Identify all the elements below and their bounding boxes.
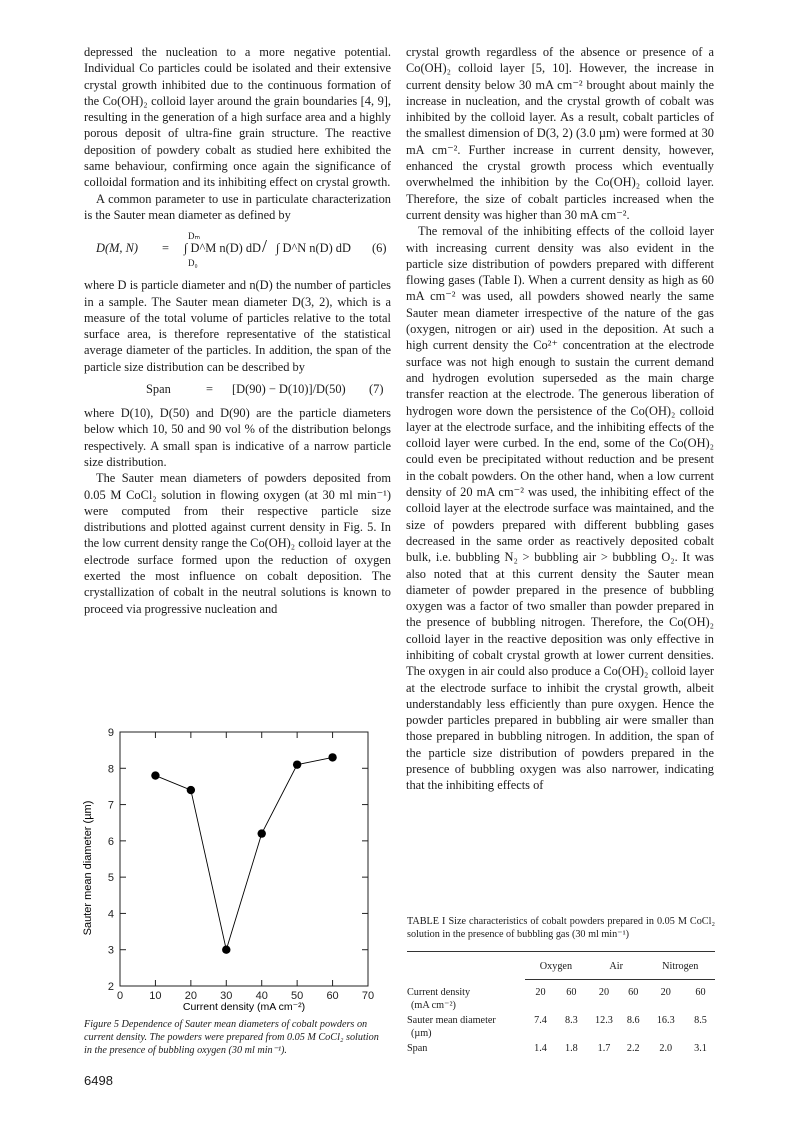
y-tick-label: 7 <box>107 799 114 812</box>
table-header-cell: Nitrogen <box>662 961 699 972</box>
data-point <box>328 753 336 761</box>
y-tick-label: 9 <box>107 727 114 739</box>
table-cell: 1.4 <box>534 1043 547 1054</box>
table-cell: 7.4 <box>534 1015 547 1026</box>
y-tick-label: 5 <box>107 872 114 885</box>
table-caption: TABLE I Size characteristics of cobalt powders prepared in 0.05 M CoCl₂ solution in the presence of bubbling gas (30 ml min⁻¹) <box>407 916 715 940</box>
equation-integral-2: ∫ D^N n(D) dD <box>276 241 351 256</box>
right-column <box>406 44 714 794</box>
table-row <box>407 1042 715 1057</box>
y-axis-label: Sauter mean diameter (µm) <box>82 800 94 936</box>
data-point <box>151 771 159 779</box>
equation-lhs: D(M, N) <box>96 241 138 256</box>
figure-5-chart <box>84 720 384 1020</box>
y-tick-label: 4 <box>107 908 114 921</box>
table-cell: 60 <box>695 987 706 998</box>
x-tick-label: 0 <box>116 990 124 1002</box>
table-header-row <box>407 960 715 980</box>
table-cell: 20 <box>598 987 610 998</box>
table-rule <box>407 952 715 961</box>
equation-upper-limit: Dₘ <box>188 231 201 242</box>
data-point <box>222 946 230 954</box>
x-tick-label: 60 <box>326 990 339 1002</box>
table-row-label: Span <box>407 1043 428 1054</box>
equation-equals: = <box>206 382 213 397</box>
x-tick-label: 70 <box>361 990 375 1002</box>
table-cell: 2.0 <box>659 1043 673 1054</box>
table-cell: 8.6 <box>626 1015 640 1026</box>
x-tick-label: 10 <box>149 990 162 1002</box>
table-header-cell: Oxygen <box>539 961 573 972</box>
equation-divider: / <box>262 236 268 257</box>
figure-caption-label: Figure 5 <box>84 1019 119 1030</box>
equation-integral-1: ∫ D^M n(D) dD <box>184 241 262 256</box>
y-tick-label: 6 <box>107 835 114 848</box>
table-cell: 12.3 <box>595 1015 613 1026</box>
plot-frame <box>120 732 368 986</box>
x-tick-label: 30 <box>220 990 233 1002</box>
table-row <box>407 1014 715 1042</box>
left-column <box>84 44 391 617</box>
paragraph: The Sauter mean diameters of powders deposited from 0.05 M CoCl₂ solution in flowing oxygen (at 30 ml min⁻¹) were computed from their respective particle size distributions and plotted against current density in Fig. 5. In the low current density range the Co(OH)₂ colloid layer at the electrode surface formed upon the reduction of oxygen exerted the most influence on cobalt deposition. The crystallization of cobalt in the neutral solutions is known to proceed via progressive nucleation and <box>84 471 391 616</box>
table-cell: 60 <box>628 987 639 998</box>
table-cell: 8.3 <box>565 1015 578 1026</box>
table-cell: 1.7 <box>597 1043 611 1054</box>
chart-svg <box>84 720 384 1015</box>
x-tick-label: 20 <box>184 990 197 1002</box>
equation-lower-limit: D₀ <box>188 258 198 269</box>
table-cell: 1.8 <box>565 1043 578 1054</box>
table-1 <box>407 915 715 1057</box>
table-cell: 3.1 <box>694 1043 707 1054</box>
y-tick-label: 8 <box>107 763 114 776</box>
equation-7 <box>84 379 391 399</box>
equation-equals: = <box>162 241 169 256</box>
paragraph: where D(10), D(50) and D(90) are the particle diameters below which 10, 50 and 90 vol % of the distribution belongs respectively. A small span is indicative of a narrow particle size distribution. <box>84 406 391 469</box>
data-point <box>258 829 266 837</box>
paragraph: A common parameter to use in particulate characterization is the Sauter mean diameter as defined by <box>84 191 391 222</box>
paragraph: The removal of the inhibiting effects of the colloid layer with increasing current density was also evident in the particle size distribution of powders prepared with different flowing gases (Table I). When a current density as high as 60 mA cm⁻² was used, all powders showed nearly the same Sauter mean diameter irrespective of the nature of the gas (oxygen, nitrogen or air) used in the deposition. At such a high current density the Co²⁺ concentration at the electrode surface was not high enough to sustain the current demand and hydrogen evolution superseded as the main charge transfer reaction at the electrode. The generous liberation of hydrogen wore down the persistence of the Co(OH)₂ colloid layer at the electrode surface, and the inhibiting effects of the colloid layer were curbed. In the end, some of the Co(OH)₂ could even be precipitated without reduction and be present in the cobalt powders. On the other hand, when a low current density of 20 mA cm⁻² was used, the inhibiting effect of the colloid layer at the electrode surface was maintained, and the size of powders prepared with different bubbling gases decreased in the same order as reactively deposited cobalt bulk, i.e. bubbling N₂ > bubbling air > bubbling O₂. It was also noted that at this current density the Sauter mean diameter of powder prepared in the presence of bubbling oxygen was a factor of two smaller than powder prepared in the presence of bubbling nitrogen. Therefore, the Co(OH)₂ colloid layer in the reactive deposition was only effective in inhibiting of cobalt crystal growth at lower current densities. The oxygen in air could also produce a Co(OH)₂ colloid layer at the electrode surface to inhibit the crystal growth, albeit understandably less efficiently than pure oxygen. Hence the powder particles prepared in bubbling air were smaller than those prepared in bubbling nitrogen. In addition, the span of the particle size distribution of powders prepared in the presence of bubbling oxygen was also narrower, indicating that the inhibiting effects of <box>406 224 714 793</box>
table-cell: 8.5 <box>694 1015 707 1026</box>
table-cell: 20 <box>535 987 546 998</box>
table-row <box>407 986 715 1014</box>
y-tick-label: 3 <box>107 944 114 957</box>
x-tick-label: 50 <box>291 990 304 1002</box>
table-cell: 60 <box>566 987 577 998</box>
equation-lhs: Span <box>146 382 171 397</box>
table-body <box>407 951 715 1057</box>
x-tick-label: 40 <box>255 990 268 1002</box>
figure-caption-text: Dependence of Sauter mean diameters of cobalt powders on current density. The powders were prepared from 0.05 M CoCl₂ solution in the presence of bubbling oxygen (30 ml min⁻¹). <box>84 1019 379 1056</box>
paragraph: crystal growth regardless of the absence or presence of a Co(OH)₂ colloid layer [5, 10]. However, the increase in current density below 30 mA cm⁻² brought about mainly the increase in nucleation, and the crystal growth of cobalt was inhibited by the colloid layer. As a result, cobalt particles of the smallest dimension of D(3, 2) (3.0 µm) were formed at 30 mA cm⁻². Further increase in current density, however, enhanced the crystal growth process which eventually overwhelmed the inhibition by the Co(OH)₂ colloid layer. Therefore, the size of cobalt particles increased when the current density was higher than 30 mA cm⁻². <box>406 45 714 222</box>
table-cell: 16.3 <box>656 1015 675 1026</box>
paragraph: depressed the nucleation to a more negative potential. Individual Co particles could be isolated and their extensive crystal growth inhibited due to the continuous formation of the Co(OH)₂ colloid layer around the grain boundaries [4, 9], resulting in the generation of a high surface area and a highly porous deposit of ultra-fine grain structure. The reactive deposition of powdery cobalt as studied here exhibited the same behaviour, confirming once again the significance of colloidal formation and its inhibiting effect on crystal growth. <box>84 45 391 190</box>
data-point <box>187 786 195 794</box>
figure-caption <box>84 1018 386 1057</box>
x-axis-label: Current density (mA cm⁻²) <box>182 1001 306 1013</box>
equation-number: (7) <box>369 382 384 397</box>
table-row-label: Sauter mean diameter (µm) <box>407 1015 496 1039</box>
table-cell: 20 <box>660 987 671 998</box>
equation-6 <box>84 228 391 268</box>
y-tick-label: 2 <box>107 981 114 993</box>
series-line <box>155 757 332 949</box>
paragraph: where D is particle diameter and n(D) the number of particles in a sample. The Sauter mean diameter D(3, 2), which is a measure of the total volume of particles relative to the total surface area, is therefore representative of the statistical average diameter of the particles. In addition, the span of the particle size distribution can be described by <box>84 278 391 374</box>
table-cell: 2.2 <box>626 1043 640 1054</box>
equation-number: (6) <box>372 241 387 256</box>
table-row-label: Current density (mA cm⁻²) <box>407 987 471 1011</box>
table-header-cell: Air <box>609 961 623 972</box>
equation-rhs: [D(90) − D(10)]/D(50) <box>232 382 346 397</box>
page-number: 6498 <box>84 1073 113 1088</box>
data-point <box>293 760 301 768</box>
